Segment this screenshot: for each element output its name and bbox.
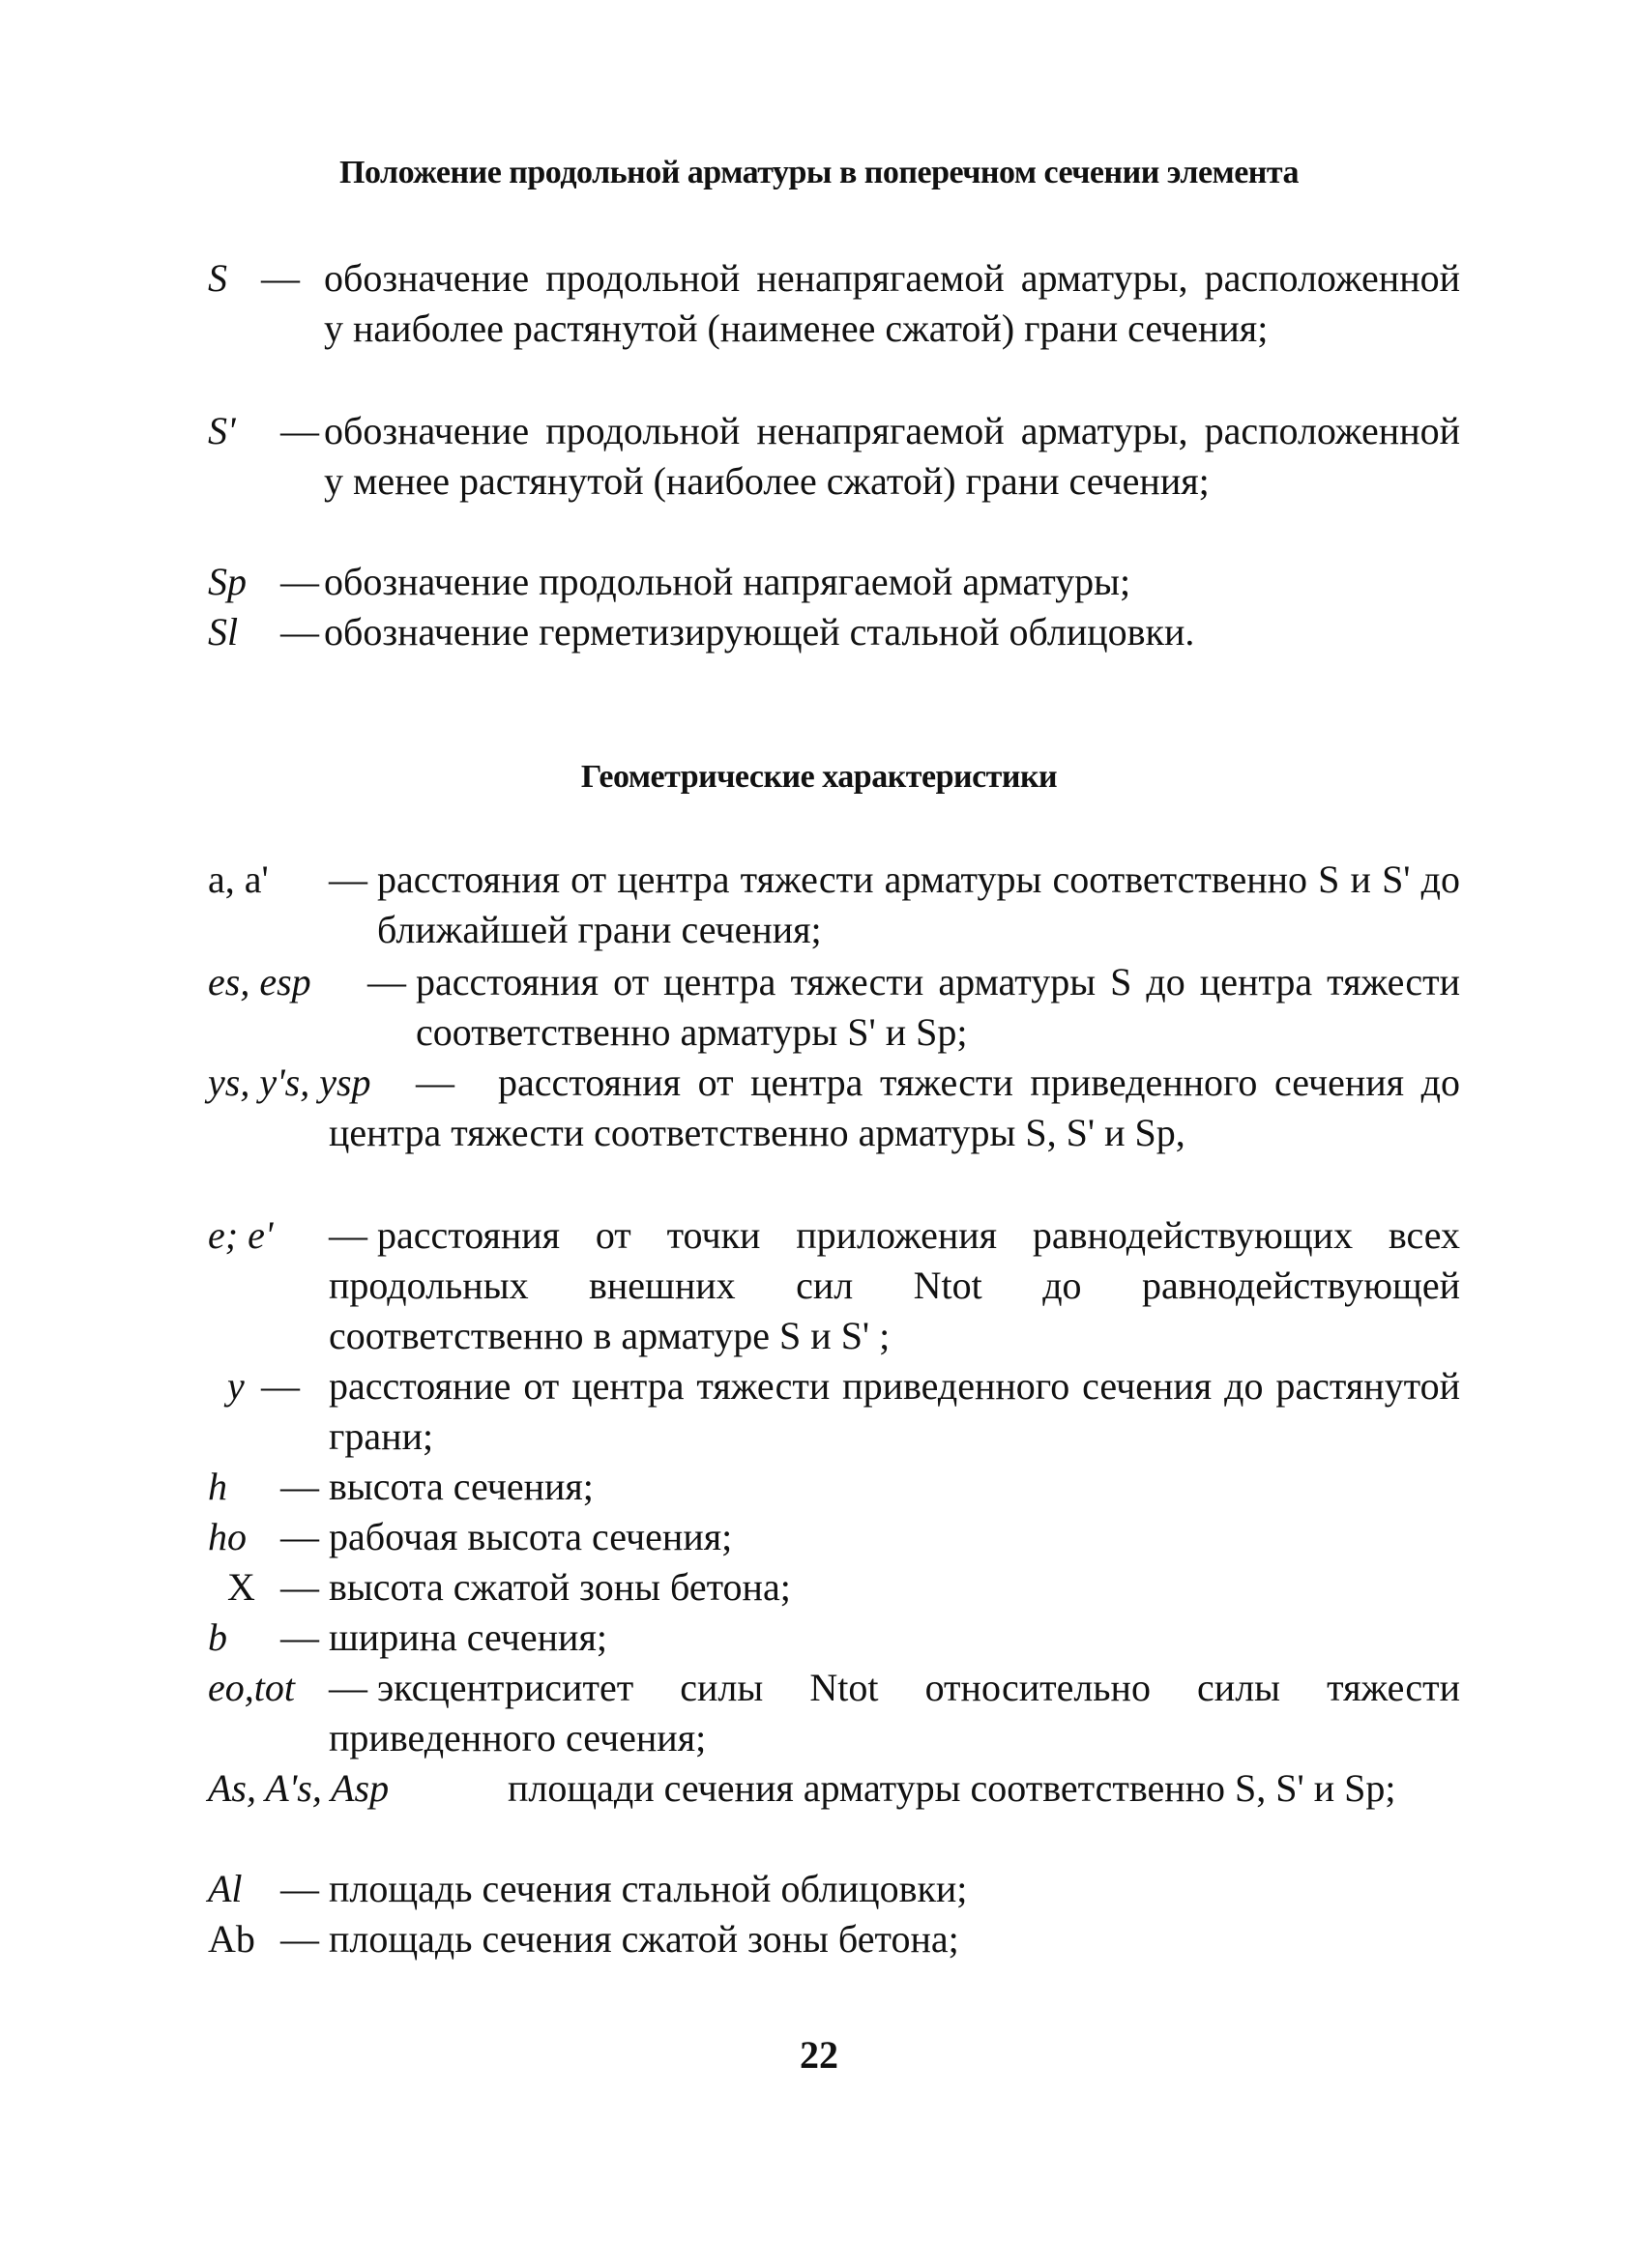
definition-dash: —	[280, 1515, 319, 1558]
section-title-geometric-characteristics: Геометрические характеристики	[580, 759, 1058, 795]
definition-entry	[0, 1562, 1638, 1613]
definition-entry	[0, 1763, 1638, 1864]
definition-text: обозначение продольной ненапрягаемой арматуры, расположенной у наиболее растянутой (наименее сжатой) грани сечения;	[324, 256, 1460, 350]
definition-dash: —	[280, 1867, 319, 1910]
definition-dash: —	[329, 1666, 367, 1709]
definition-dash: —	[280, 409, 319, 452]
page-number: 22	[800, 2033, 838, 2077]
definition-symbol: S	[208, 256, 227, 300]
definition-symbol: Sl	[208, 610, 239, 654]
definition-text: расстояние от центра тяжести приведенного сечения до растянутой грани;	[329, 1364, 1460, 1458]
definition-dash: —	[329, 858, 367, 901]
definition-symbol: b	[208, 1615, 227, 1659]
definition-dash: —	[280, 1465, 319, 1508]
definition-entry	[0, 1210, 1638, 1361]
definition-entry	[0, 1663, 1638, 1763]
definition-symbol: ys, y's, ysp	[208, 1061, 371, 1104]
definition-entry	[0, 1864, 1638, 1914]
definition-text: расстояния от центра тяжести арматуры S до центра тяжести соответственно арматуры S' и Sp;	[416, 960, 1460, 1054]
definition-symbol: es, esp	[208, 960, 311, 1003]
definition-text: рабочая высота сечения;	[329, 1515, 733, 1558]
definition-symbol: eo,tot	[208, 1666, 295, 1709]
definition-text: площади сечения арматуры соответственно S, S' и Sp;	[508, 1766, 1396, 1810]
definition-symbol: S'	[208, 409, 236, 452]
definition-dash: —	[280, 1917, 319, 1961]
definition-dash: —	[280, 1615, 319, 1659]
definition-text: расстояния от центра тяжести арматуры соответственно S и S' до ближайшей грани сечения;	[377, 858, 1460, 951]
definition-dash: —	[367, 960, 406, 1003]
definition-symbol: y	[227, 1364, 245, 1408]
definition-text: площадь сечения стальной облицовки;	[329, 1867, 968, 1910]
definition-symbol: Sp	[208, 560, 247, 603]
definition-entry	[0, 957, 1638, 1058]
definition-text: расстояния от точки приложения равнодействующих всех продольных внешних сил Ntot до равнодействующей соответственно в арматуре S и S' ;	[329, 1213, 1460, 1357]
definition-text: обозначение продольной напрягаемой арматуры;	[324, 560, 1131, 603]
definition-text: ширина сечения;	[329, 1615, 607, 1659]
definition-entry	[0, 855, 1638, 955]
definition-dash: —	[261, 256, 300, 300]
definition-dash: —	[416, 1061, 454, 1104]
definition-dash: —	[261, 1364, 300, 1408]
definition-text: обозначение герметизирующей стальной облицовки.	[324, 610, 1195, 654]
definition-entry	[0, 1613, 1638, 1663]
definition-dash: —	[280, 1565, 319, 1609]
definition-entry	[0, 557, 1638, 607]
definition-entry	[0, 406, 1638, 561]
definition-symbol: As, A's, Asp	[208, 1766, 390, 1810]
definition-entry	[0, 1462, 1638, 1512]
definition-entry	[0, 1361, 1638, 1462]
definition-entry	[0, 253, 1638, 408]
definition-symbol: Al	[208, 1867, 243, 1910]
definition-text: обозначение продольной ненапрягаемой арматуры, расположенной у менее растянутой (наиболее сжатой) грани сечения;	[324, 409, 1460, 503]
definition-entry	[0, 1512, 1638, 1562]
section-title-reinforcement-position: Положение продольной арматуры в поперечном сечении элемента	[339, 155, 1299, 190]
definition-entry	[0, 1914, 1638, 1964]
definition-text: эксцентриситет силы Ntot относительно силы тяжести приведенного сечения;	[329, 1666, 1460, 1759]
definition-text: высота сечения;	[329, 1465, 594, 1508]
definition-entry	[0, 607, 1638, 657]
definition-symbol: a, a'	[208, 858, 269, 901]
definition-symbol: ho	[208, 1515, 247, 1558]
definition-dash: —	[280, 560, 319, 603]
definition-dash: —	[329, 1213, 367, 1257]
definition-text: высота сжатой зоны бетона;	[329, 1565, 791, 1609]
definition-symbol: X	[227, 1565, 255, 1609]
definition-symbol: Ab	[208, 1917, 255, 1961]
definition-text: расстояния от центра тяжести приведенного сечения до центра тяжести соответственно арматуры S, S' и Sp,	[329, 1061, 1460, 1154]
definition-dash: —	[280, 610, 319, 654]
definition-entry	[0, 1058, 1638, 1208]
definition-text: площадь сечения сжатой зоны бетона;	[329, 1917, 959, 1961]
definition-symbol: h	[208, 1465, 227, 1508]
definition-symbol: e; e'	[208, 1213, 274, 1257]
